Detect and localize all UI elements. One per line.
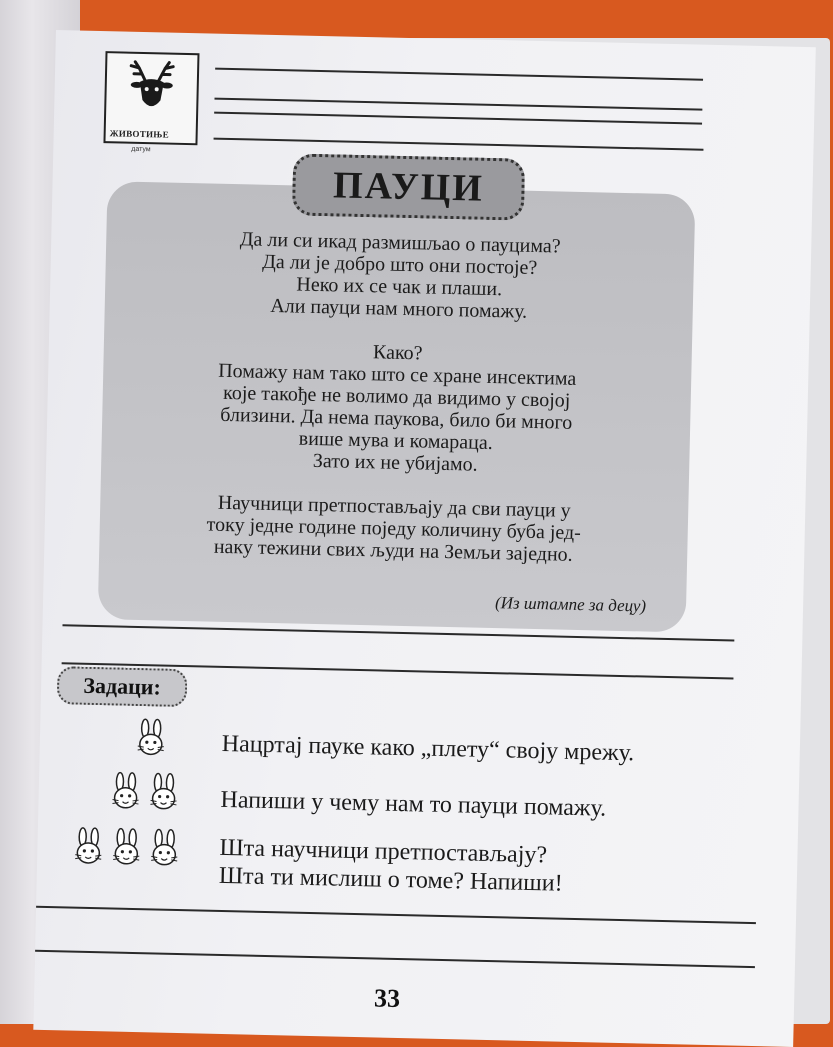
header-line-1 [215, 68, 703, 81]
date-label: датум [131, 145, 151, 154]
task-3-line-1: Шта научници претпостављају? [219, 834, 548, 869]
category-label: ЖИВОТИЊЕ [109, 128, 170, 140]
text-line: Помажу нам тако што се хране инсектима [217, 359, 577, 390]
text-line: Зато их не убијамо. [312, 449, 478, 476]
text-line: Да ли си икад размишљао о пауцима? [239, 228, 561, 258]
bunny-icon [109, 827, 144, 868]
deer-icon [124, 58, 179, 119]
text-line: Али пауци нам много помажу. [270, 294, 528, 323]
tasks-label: Задаци: [57, 666, 188, 707]
text-line: близини. Да нема паукова, било би много [220, 403, 573, 434]
header-line-3 [214, 112, 702, 125]
text-line: току једне године поједу количину буба јед- [206, 513, 582, 545]
bunny-icon [71, 827, 106, 868]
workbook-page [33, 30, 815, 1047]
page-number: 33 [373, 983, 401, 1014]
text-line: више мува и комараца. [298, 427, 493, 455]
text-line: које такође не волимо да видимо у својој [222, 381, 571, 412]
reading-title: ПАУЦИ [292, 153, 525, 220]
stamp-box [103, 51, 199, 145]
task-3-line-2: Шта ти мислиш о томе? Напиши! [218, 862, 563, 897]
text-line: наку тежини свих људи на Земљи заједно. [213, 535, 573, 566]
difficulty-3 [71, 827, 182, 869]
difficulty-1 [134, 718, 169, 759]
text-line: Да ли је добро што они постоје? [261, 250, 538, 279]
reading-text-panel [98, 181, 696, 632]
header-line-4 [214, 138, 704, 151]
header-line-2 [214, 98, 702, 111]
difficulty-2 [108, 771, 181, 813]
bunny-icon [134, 718, 169, 759]
task-1: Нацртај пауке како „плету“ своју мрежу. [221, 730, 635, 767]
task-3 [219, 834, 564, 898]
task-2: Напиши у чему нам то пауци помажу. [220, 786, 607, 822]
bunny-icon [146, 772, 181, 813]
category-stamp [103, 51, 201, 163]
source-citation: (Из штампе за децу) [494, 593, 647, 616]
text-line: Како? [372, 341, 423, 365]
text-line: Научници претпостављају да сви пауци у [217, 491, 571, 522]
answer-line-4 [35, 950, 755, 968]
text-line: Неко их се чак и плаши. [296, 273, 503, 301]
bunny-icon [147, 828, 182, 869]
bunny-icon [108, 771, 143, 812]
answer-line-3 [36, 906, 756, 924]
